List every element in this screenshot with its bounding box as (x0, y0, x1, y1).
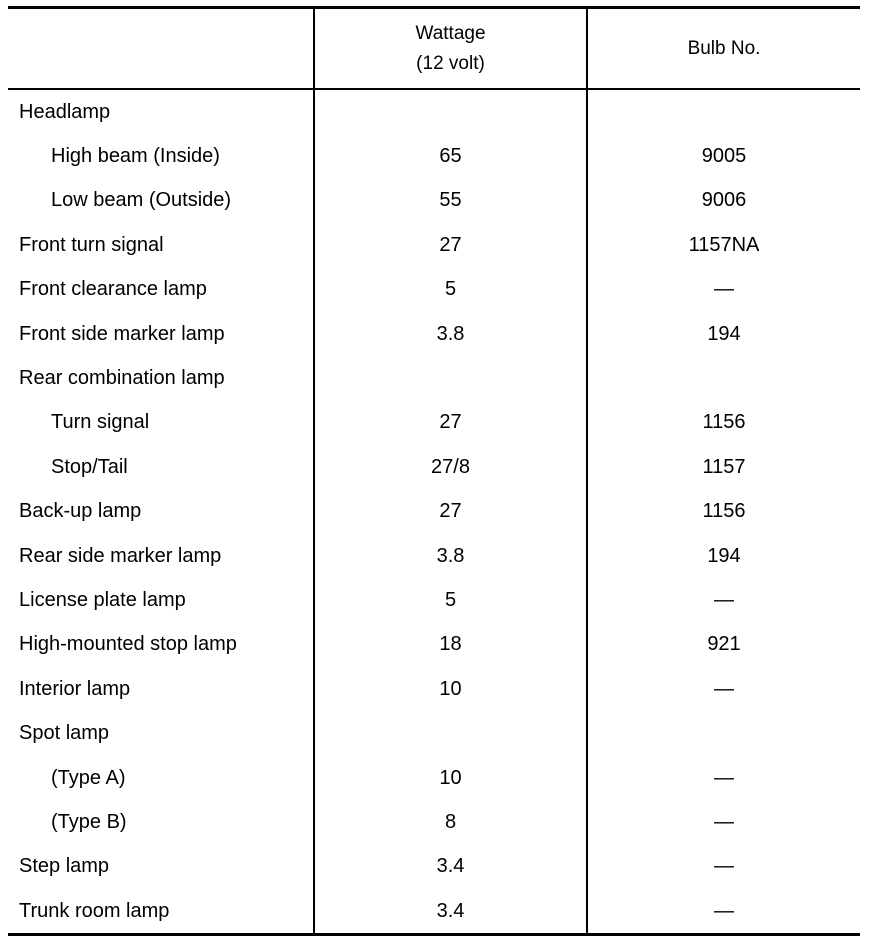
cell-bulb-no: 9006 (701, 189, 747, 212)
cell-bulb-no: 1156 (702, 411, 746, 434)
cell-bulb-no: 194 (707, 322, 741, 345)
cell-wattage: 3.8 (436, 544, 465, 567)
table-row (8, 889, 860, 933)
table-row (8, 800, 860, 844)
column-header-item (8, 9, 313, 88)
table-bottom-rule (8, 933, 860, 936)
table-body (8, 90, 860, 933)
cell-bulb-no: — (714, 855, 734, 878)
cell-item: Low beam (Outside) (51, 189, 232, 212)
cell-wattage: 10 (439, 766, 462, 789)
table-row (8, 268, 860, 312)
column-header-wattage-line2: (12 volt) (416, 52, 485, 74)
cell-item: High beam (Inside) (51, 145, 220, 168)
table-row (8, 90, 860, 134)
cell-item: Spot lamp (19, 722, 110, 745)
cell-wattage: 18 (439, 633, 462, 656)
cell-wattage: 27 (439, 233, 462, 256)
cell-item: High-mounted stop lamp (19, 633, 237, 656)
cell-wattage: 8 (444, 810, 457, 833)
cell-bulb-no: 1157 (702, 455, 746, 478)
table-row (8, 578, 860, 622)
cell-item: Back-up lamp (19, 500, 142, 523)
cell-item: Trunk room lamp (19, 899, 170, 922)
table-row (8, 756, 860, 800)
cell-wattage (315, 356, 586, 400)
table-row (8, 534, 860, 578)
table-row (8, 623, 860, 667)
cell-wattage: 27/8 (431, 455, 470, 478)
cell-bulb-no: 194 (707, 544, 741, 567)
cell-item: Front side marker lamp (19, 322, 225, 345)
cell-bulb-no: — (714, 810, 734, 833)
cell-wattage: 55 (439, 189, 462, 212)
cell-bulb-no: 9005 (701, 145, 747, 168)
cell-wattage: 27 (439, 500, 462, 523)
cell-bulb-no: — (714, 588, 734, 611)
cell-item: Rear combination lamp (19, 367, 225, 390)
cell-bulb-no: 1156 (702, 500, 746, 523)
cell-item: Front clearance lamp (19, 278, 207, 301)
table-row (8, 845, 860, 889)
cell-bulb-no: — (714, 677, 734, 700)
table-row (8, 223, 860, 267)
table-row (8, 312, 860, 356)
cell-wattage: 3.4 (436, 899, 465, 922)
bulb-specification-table (8, 6, 860, 936)
column-header-wattage-line1: Wattage (415, 22, 486, 44)
cell-item: (Type A) (51, 766, 126, 789)
column-header-wattage (315, 9, 586, 88)
table-row (8, 134, 860, 178)
cell-wattage: 10 (439, 677, 462, 700)
column-header-bulb-no: Bulb No. (687, 37, 761, 59)
cell-bulb-no (588, 711, 860, 755)
cell-bulb-no: — (714, 278, 734, 301)
table-row (8, 445, 860, 489)
cell-item: Turn signal (51, 411, 150, 434)
cell-wattage: 65 (439, 145, 462, 168)
cell-item: Front turn signal (19, 233, 164, 256)
cell-bulb-no: 1157NA (688, 233, 760, 256)
cell-wattage (315, 90, 586, 134)
table-row (8, 490, 860, 534)
cell-wattage: 5 (444, 278, 457, 301)
cell-bulb-no: 921 (707, 633, 741, 656)
cell-item: Headlamp (19, 100, 111, 123)
cell-item: (Type B) (51, 810, 127, 833)
cell-wattage: 5 (444, 588, 457, 611)
table-row (8, 667, 860, 711)
cell-wattage: 27 (439, 411, 462, 434)
table-row (8, 179, 860, 223)
table-row (8, 401, 860, 445)
cell-item: Step lamp (19, 855, 110, 878)
table-row (8, 711, 860, 755)
table-row (8, 356, 860, 400)
cell-item: Interior lamp (19, 677, 131, 700)
cell-item: Rear side marker lamp (19, 544, 222, 567)
cell-bulb-no (588, 356, 860, 400)
cell-item: Stop/Tail (51, 455, 128, 478)
cell-item: License plate lamp (19, 588, 186, 611)
cell-bulb-no: — (714, 899, 734, 922)
cell-wattage: 3.4 (436, 855, 465, 878)
cell-wattage: 3.8 (436, 322, 465, 345)
cell-bulb-no (588, 90, 860, 134)
cell-wattage (315, 711, 586, 755)
cell-bulb-no: — (714, 766, 734, 789)
